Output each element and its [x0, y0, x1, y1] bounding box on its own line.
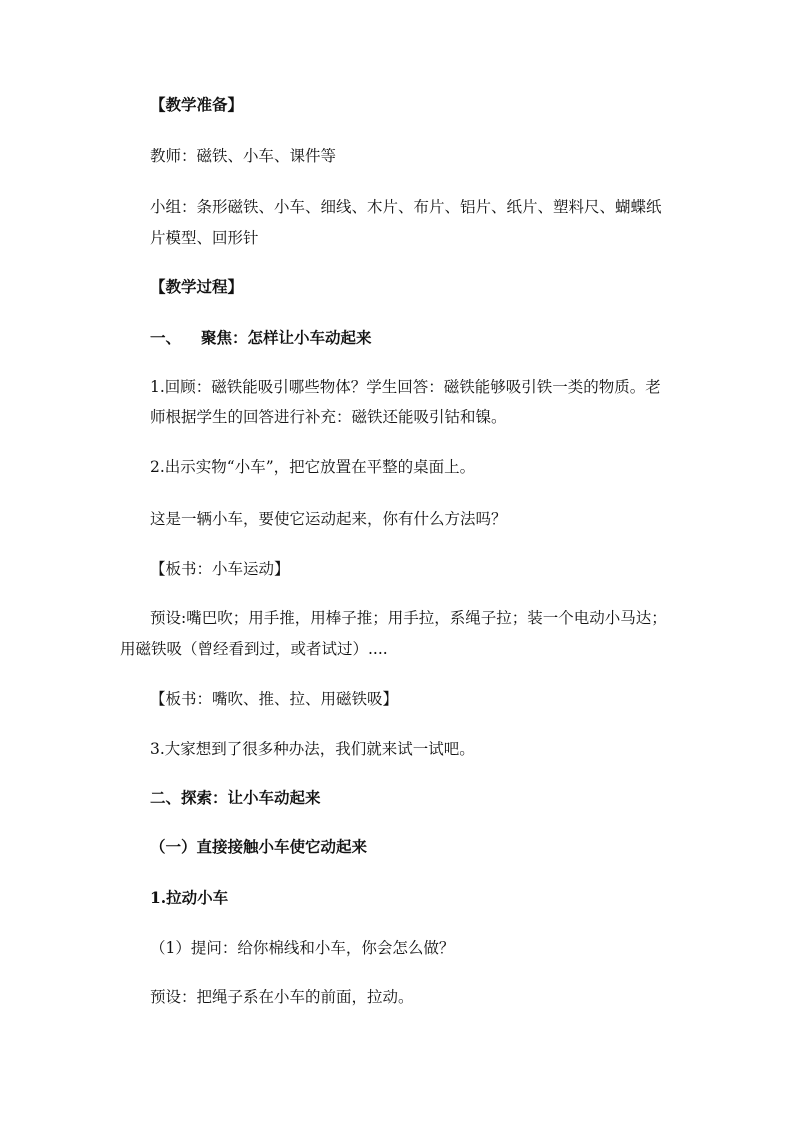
item1-title: 1.拉动小车 — [150, 888, 229, 907]
board-note-1: 【板书：小车运动】 — [150, 560, 290, 578]
preset1-line1: 预设:嘴巴吹；用手推，用棒子推；用手拉，系绳子拉；装一个电动小马达； — [150, 609, 667, 627]
try-it: 3.大家想到了很多种办法，我们就来试一试吧。 — [150, 740, 475, 758]
group-materials-line1: 小组：条形磁铁、小车、细线、木片、布片、铝片、纸片、塑料尺、蝴蝶纸 — [150, 198, 662, 216]
teacher-materials: 教师：磁铁、小车、课件等 — [150, 147, 337, 165]
group-materials-line2: 片模型、回形针 — [150, 229, 259, 247]
preset1-line2: 用磁铁吸（曾经看到过，或者试过）.... — [120, 640, 388, 658]
show-car: 2.出示实物“小车”，把它放置在平整的桌面上。 — [150, 458, 476, 476]
review-line1: 1.回顾：磁铁能吸引哪些物体？学生回答：磁铁能够吸引铁一类的物质。老 — [150, 378, 661, 396]
preset2: 预设：把绳子系在小车的前面，拉动。 — [150, 988, 414, 1006]
review-line2: 师根据学生的回答进行补充：磁铁还能吸引钴和镍。 — [150, 408, 507, 426]
prep-heading: 【教学准备】 — [150, 95, 244, 114]
section2-title: 二、探索：让小车动起来 — [150, 788, 321, 807]
subsection1-title: （一）直接接触小车使它动起来 — [150, 837, 368, 856]
ask-question: （1）提问：给你棉线和小车，你会怎么做？ — [150, 939, 455, 957]
section1-number: 一、 — [150, 328, 182, 347]
question: 这是一辆小车，要使它运动起来，你有什么方法吗？ — [150, 510, 507, 528]
process-heading: 【教学过程】 — [150, 277, 244, 296]
section1-title: 聚焦：怎样让小车动起来 — [201, 328, 372, 347]
board-note-2: 【板书：嘴吹、推、拉、用磁铁吸】 — [150, 690, 399, 708]
